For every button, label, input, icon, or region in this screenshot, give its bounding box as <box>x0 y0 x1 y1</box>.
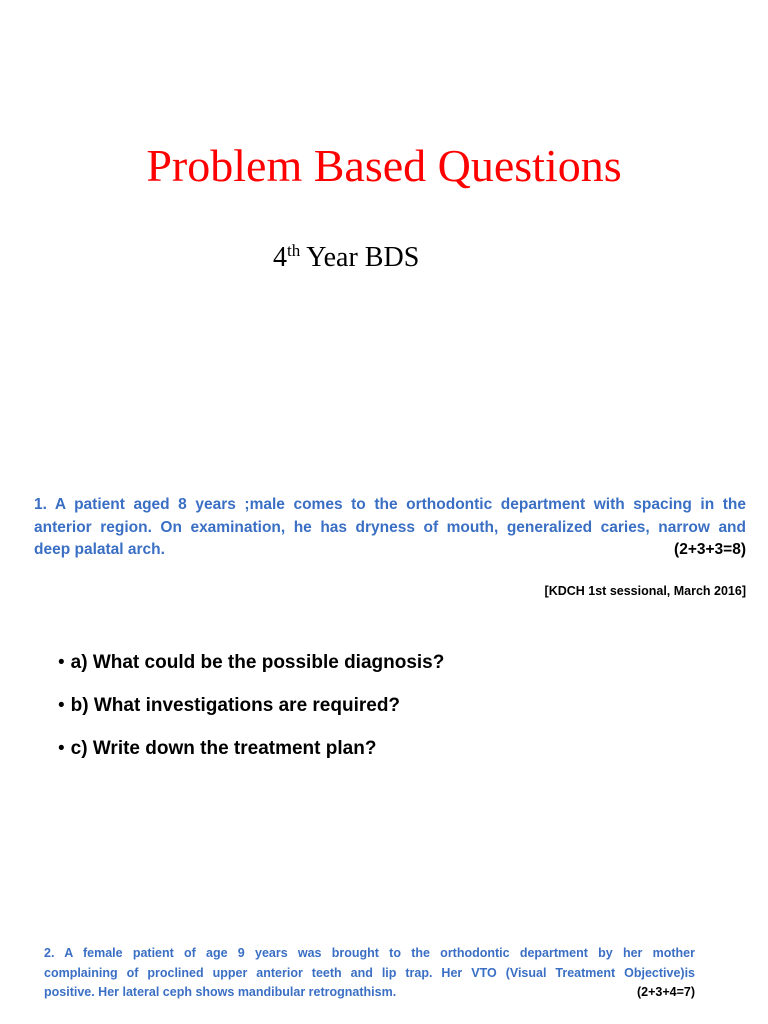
bullet-icon: • <box>58 695 65 716</box>
subquestion-list <box>58 652 444 781</box>
subquestion-item <box>58 652 444 674</box>
question-1-line-2: anterior region. On examination, he has dryness of mouth, generalized caries, narrow and <box>34 518 746 536</box>
bullet-icon: • <box>58 652 65 673</box>
question-1-source: [KDCH 1st sessional, March 2016] <box>544 584 746 598</box>
subquestion-text: b) What investigations are required? <box>70 695 401 716</box>
page-title: Problem Based Questions <box>146 140 622 191</box>
page-subtitle <box>273 240 419 276</box>
question-2-marks: (2+3+4=7) <box>636 985 695 999</box>
bullet-icon: • <box>58 738 65 759</box>
question-1-line-1: 1. A patient aged 8 years ;male comes to the orthodontic department with spacing in the <box>34 496 746 513</box>
question-1 <box>34 494 746 562</box>
subquestion-item <box>58 738 444 760</box>
year-superscript: th <box>287 241 301 260</box>
question-2-line-2: complaining of proclined upper anterior teeth and lip trap. Her VTO (Visual Treatment Objective)is <box>44 965 695 980</box>
subquestion-item <box>58 695 444 717</box>
subquestion-text: c) Write down the treatment plan? <box>70 738 377 759</box>
question-2-line-3: positive. Her lateral ceph shows mandibular retrognathism. <box>44 985 397 999</box>
question-2-last-line <box>44 983 695 1003</box>
subquestion-text: a) What could be the possible diagnosis? <box>70 652 445 673</box>
question-1-marks: (2+3+3=8) <box>674 541 746 558</box>
question-1-last-line <box>34 539 746 562</box>
year-number: 4 <box>273 242 287 273</box>
question-2-line-1: 2. A female patient of age 9 years was brought to the orthodontic department by her mother <box>44 946 695 960</box>
question-1-line-3: deep palatal arch. <box>34 541 165 558</box>
year-rest: Year BDS <box>300 242 420 273</box>
question-2 <box>44 944 695 1003</box>
